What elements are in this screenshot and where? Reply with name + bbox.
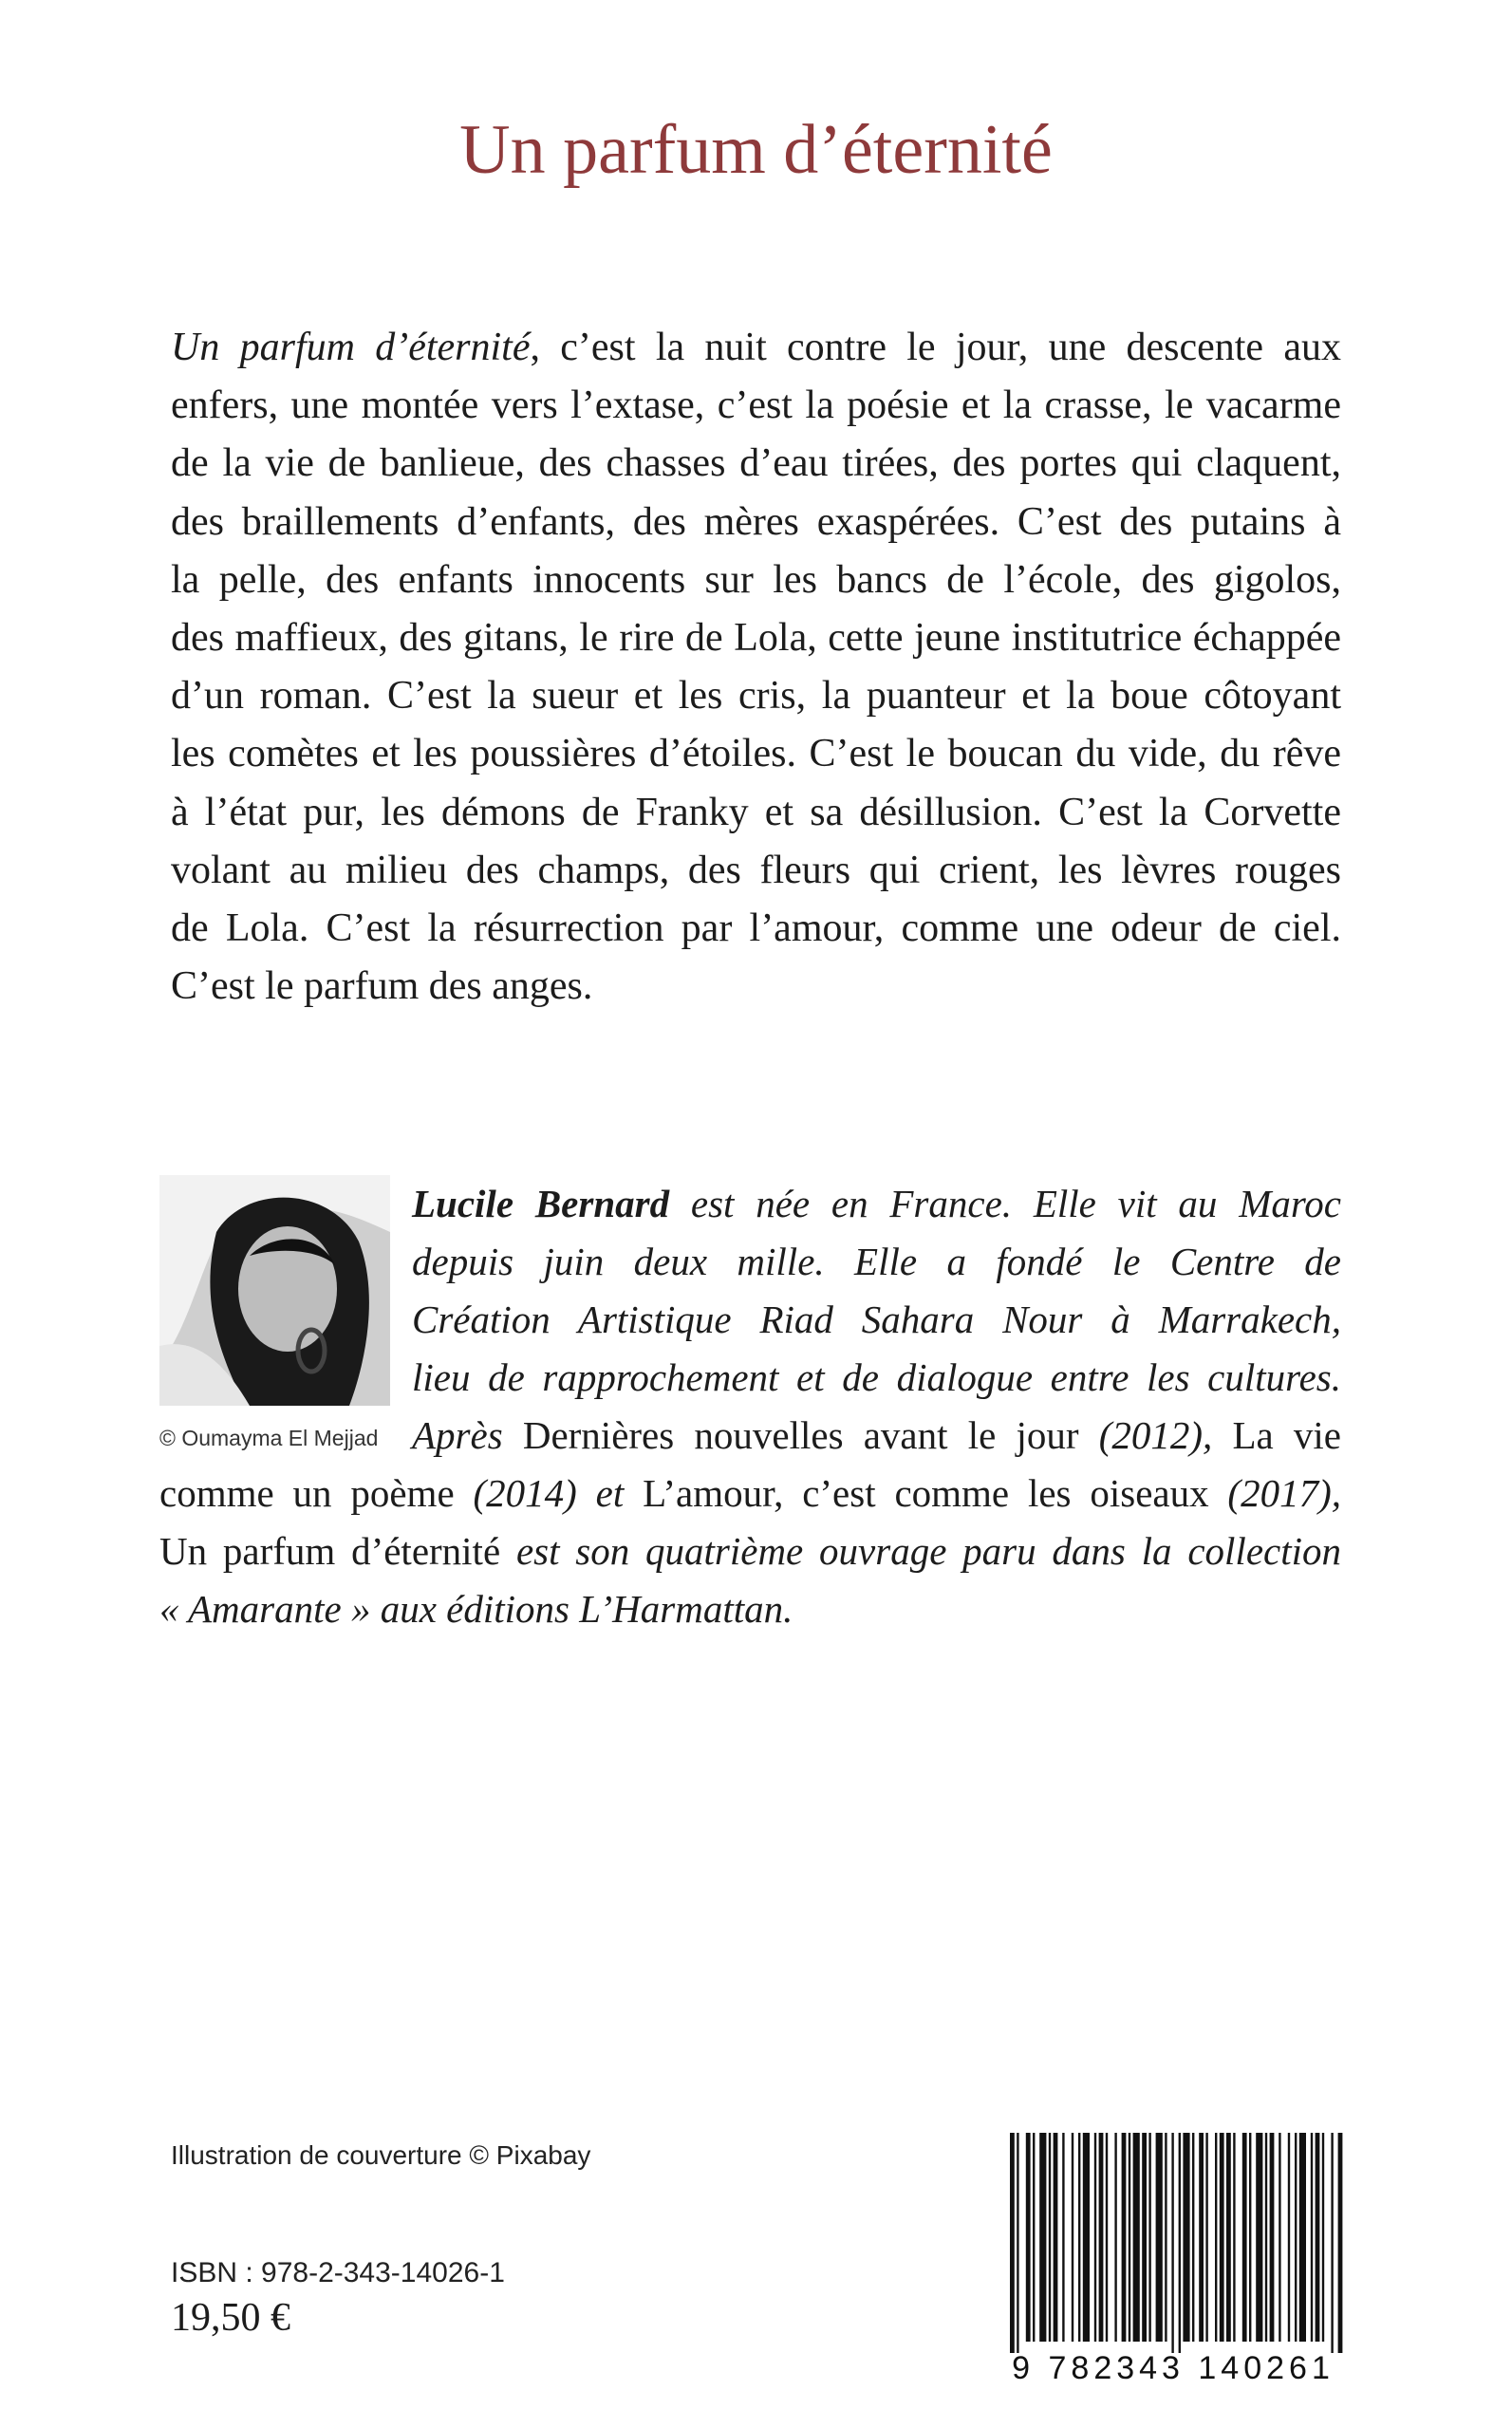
bio-line: depuis juin deux mille. Elle a fondé le Centre de <box>412 1240 1341 1283</box>
barcode-bar <box>1242 2133 1247 2342</box>
blurb-line: à l’état pur, les démons de Franky et sa désillusion. C’est la Corvette <box>171 790 1341 834</box>
barcode-bar <box>1122 2133 1127 2342</box>
barcode-bar <box>1199 2133 1204 2342</box>
barcode-bar <box>1142 2133 1147 2342</box>
barcode-bar <box>1316 2133 1320 2342</box>
blurb-line: des braillements d’enfants, des mères exaspérées. C’est des putains à <box>171 499 1341 544</box>
author-portrait-icon <box>159 1175 390 1406</box>
book-title: Un parfum d’éternité <box>459 111 1053 189</box>
blurb-line: C’est le parfum des anges. <box>171 964 593 1009</box>
blurb-title-italic: Un parfum d’éternité <box>171 326 531 369</box>
barcode-bar <box>1311 2133 1313 2342</box>
barcode-bar <box>1017 2133 1018 2353</box>
photo-credit: © Oumayma El Mejjad <box>159 1426 379 1450</box>
barcode-bar <box>1039 2133 1046 2342</box>
barcode-digits: 9 782343 140261 <box>1012 2350 1335 2386</box>
barcode-bar <box>1114 2133 1116 2342</box>
barcode-bar <box>1148 2133 1150 2342</box>
barcode-bar <box>1049 2133 1051 2342</box>
barcode-bar <box>1183 2133 1189 2342</box>
blurb-line: de la vie de banlieue, des chasses d’eau tirées, des portes qui claquent, <box>171 441 1341 486</box>
barcode-bar <box>1062 2133 1064 2342</box>
barcode-bar <box>1192 2133 1194 2342</box>
barcode-bar <box>1331 2133 1333 2353</box>
barcode-bar <box>1215 2133 1217 2342</box>
blurb-line: enfers, une montée vers l’extase, c’est la poésie et la crasse, le vacarme <box>171 383 1341 428</box>
barcode-bar <box>1129 2133 1130 2342</box>
barcode-bar <box>1072 2133 1073 2342</box>
barcode-bar <box>1295 2133 1297 2342</box>
back-cover-blurb <box>171 319 1341 1016</box>
barcode-bar <box>1288 2133 1290 2342</box>
barcode-bar <box>1279 2133 1280 2342</box>
barcode-bar <box>1033 2133 1035 2342</box>
barcode-bar <box>1171 2133 1173 2353</box>
price: 19,50 € <box>171 2296 290 2340</box>
blurb-line: des maffieux, des gitans, le rire de Lola, cette jeune institutrice échappée <box>171 616 1341 661</box>
bio-line: lieu de rapprochement et de dialogue entre les cultures. <box>412 1355 1341 1399</box>
bio-line: « Amarante » aux éditions L’Harmattan. <box>159 1587 793 1631</box>
blurb-line: de Lola. C’est la résurrection par l’amour, comme une odeur de ciel. <box>171 906 1341 951</box>
barcode-bar <box>1026 2133 1031 2342</box>
barcode-bar <box>1010 2133 1015 2353</box>
barcode-bar <box>1256 2133 1262 2342</box>
barcode-bar <box>1099 2133 1104 2342</box>
barcode-icon <box>989 2133 1357 2353</box>
barcode-bar <box>1165 2133 1167 2342</box>
barcode-bar <box>1322 2133 1324 2342</box>
barcode-bar <box>1054 2133 1058 2342</box>
blurb-line: les comètes et les poussières d’étoiles. C’est le boucan du vide, du rêve <box>171 732 1341 776</box>
author-name: Lucile Bernard <box>412 1182 670 1225</box>
isbn: ISBN : 978-2-343-14026-1 <box>171 2257 505 2288</box>
barcode-bar <box>1338 2133 1343 2353</box>
blurb-line: la pelle, des enfants innocents sur les bancs de l’école, des gigolos, <box>171 557 1341 602</box>
barcode-bar <box>1094 2133 1096 2342</box>
blurb-line: d’un roman. C’est la sueur et les cris, la puanteur et la boue côtoyant <box>171 674 1341 719</box>
barcode-bar <box>1265 2133 1267 2342</box>
barcode-bar <box>1299 2133 1306 2342</box>
bio-line: Un parfum d’éternité est son quatrième ouvrage paru dans la collection <box>159 1529 1341 1573</box>
bio-line: Après Dernières nouvelles avant le jour (2012), La vie <box>412 1413 1341 1457</box>
barcode-bar <box>1233 2133 1235 2342</box>
barcode-bar <box>1083 2133 1090 2342</box>
blurb-line: Un parfum d’éternité, c’est la nuit contre le jour, une descente aux <box>171 326 1341 369</box>
author-photo <box>159 1175 390 1406</box>
barcode-bar <box>1270 2133 1275 2342</box>
bio-line: comme un poème (2014) et L’amour, c’est comme les oiseaux (2017), <box>159 1471 1341 1515</box>
barcode-bar <box>1249 2133 1251 2342</box>
barcode-bar <box>1205 2133 1207 2342</box>
barcode-bar <box>1156 2133 1163 2342</box>
bio-line: Création Artistique Riad Sahara Nour à Marrakech, <box>412 1298 1341 1341</box>
blurb-line: volant au milieu des champs, des fleurs qui crient, les lèvres rouges <box>171 848 1341 892</box>
barcode-bar <box>1133 2133 1140 2342</box>
bio-line: Lucile Bernard est née en France. Elle vit au Maroc <box>412 1182 1341 1225</box>
barcode <box>989 2133 1357 2361</box>
barcode-bar <box>1226 2133 1231 2342</box>
barcode-bar <box>1078 2133 1080 2342</box>
barcode-bar <box>1179 2133 1181 2353</box>
barcode-bar <box>1220 2133 1224 2342</box>
barcode-bar <box>1106 2133 1108 2342</box>
illustration-credit: Illustration de couverture © Pixabay <box>171 2140 591 2170</box>
